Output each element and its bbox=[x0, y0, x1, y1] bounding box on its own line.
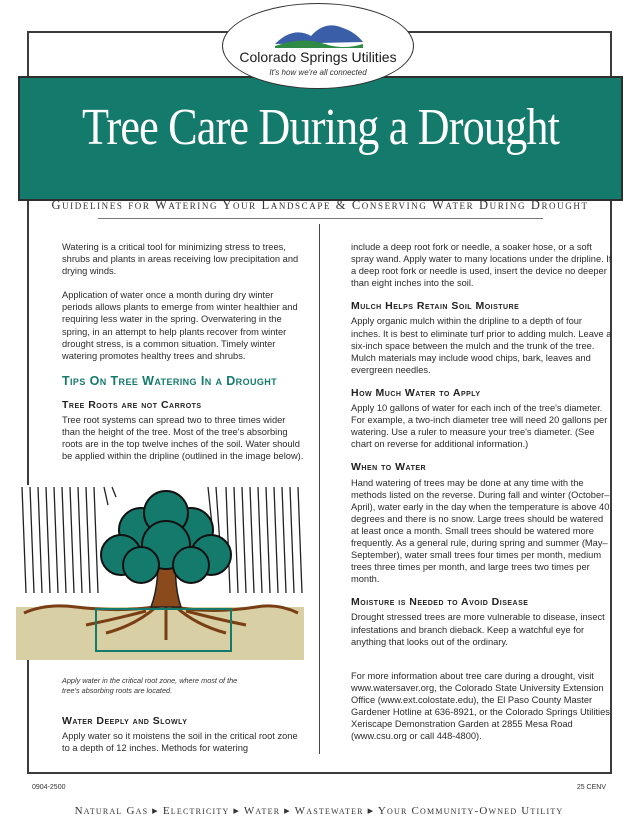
deep-watering-paragraph: Apply water so it moistens the soil in the critical root zone to a depth of 12 inches. Methods for watering bbox=[62, 731, 298, 754]
tree-root-illustration bbox=[16, 485, 304, 660]
more-info-paragraph: For more information about tree care during a drought, visit www.watersaver.org, the Colorado State University Extension Office (www.ext.colostate.edu), the El Paso County Master Gardener Hotline at 636-8921, or the Colorado Springs Utilities Xeriscape Demonstration Garden at 2855 Mesa Road (www.csu.org or call 448-4800). bbox=[351, 670, 610, 742]
logo-tagline: It's how we're all connected bbox=[269, 68, 367, 77]
logo-name: Colorado Springs Utilities bbox=[239, 49, 397, 65]
when-paragraph: Hand watering of trees may be done at any time with the methods listed on the reverse. During fall and winter (October–April), water early in the day when the temperature is above 40 degrees and there is no snow. Large trees should be watered at least once a month. Small trees should be watered more frequently. As a general rule, during spring and summer (May–September), water small trees four times per month, medium trees three times per month, and large trees two times per month. bbox=[351, 477, 610, 585]
how-much-heading: How Much Water to Apply bbox=[351, 386, 481, 399]
intro-paragraph: Watering is a critical tool for minimizing stress to trees, shrubs and plants in areas receiving low precipitation and drying winds. bbox=[62, 242, 299, 277]
how-much-paragraph: Apply 10 gallons of water for each inch of the tree's diameter. For example, a two-inch diameter tree will need 20 gallons per watering. Use a ruler to measure your tree's diameter. (See chart on reverse for additional information.) bbox=[351, 403, 608, 450]
disease-paragraph: Drought stressed trees are more vulnerable to disease, insect infestations and branch dieback. Keep a watchful eye for anything that looks out of the ordinary. bbox=[351, 612, 605, 647]
footer-tagline: Natural Gas ▸ Electricity ▸ Water ▸ Wastewater ▸ Your Community-Owned Utility bbox=[74, 805, 564, 817]
column-divider bbox=[319, 224, 320, 754]
utility-logo bbox=[222, 3, 414, 89]
winter-paragraph: Application of water once a month during dry winter periods allows plants to emerge from winter healthier and requiring less water in the spring. Overwatering in the spring, in an attempt to help plants recover from winter drought stress, is a common situation. Timely winter watering promotes healthy trees and shrubs. bbox=[62, 290, 298, 361]
document-code: 0904-2500 bbox=[32, 784, 66, 791]
mountain-icon bbox=[273, 16, 365, 50]
page-title: Tree Care During a Drought bbox=[81, 99, 560, 156]
illustration-caption: Apply water in the critical root zone, where most of the tree's absorbing roots are located. bbox=[62, 676, 238, 695]
right-column bbox=[351, 241, 613, 742]
title-banner bbox=[18, 76, 623, 201]
mulch-paragraph: Apply organic mulch within the dripline to a depth of four inches. It is best to eliminate turf prior to adding mulch. Leave a six-inch space between the mulch and the trunk of the tree. Mulch materials may include wood chips, bark, leaves and evergreen needles. bbox=[351, 316, 612, 375]
left-column-top bbox=[62, 241, 304, 462]
when-heading: When to Water bbox=[351, 461, 427, 474]
mulch-heading: Mulch Helps Retain Soil Moisture bbox=[351, 300, 520, 313]
roots-heading: Tree Roots are not Carrots bbox=[62, 398, 202, 411]
deep-watering-heading: Water Deeply and Slowly bbox=[62, 715, 188, 727]
subtitle: Guidelines for Watering Your Landscape & Conserving Water During Drought bbox=[51, 198, 589, 212]
print-code: 25 CENV bbox=[576, 784, 606, 791]
disease-heading: Moisture is Needed to Avoid Disease bbox=[351, 596, 529, 609]
section-heading: Tips On Tree Watering In a Drought bbox=[62, 373, 278, 388]
roots-paragraph: Tree root systems can spread two to three times wider than the height of the tree. Most of the tree's absorbing roots are in the top twelve inches of the soil. Water should be applied within the dripline (outlined in the image below). bbox=[62, 415, 304, 462]
subtitle-divider bbox=[98, 218, 543, 219]
methods-paragraph: include a deep root fork or needle, a soaker hose, or a soft spray wand. Apply water to many locations under the dripline. If a deep root fork or needle is used, insert the device no deeper than eight inches into the soil. bbox=[351, 242, 612, 289]
left-column-bottom bbox=[62, 676, 304, 754]
